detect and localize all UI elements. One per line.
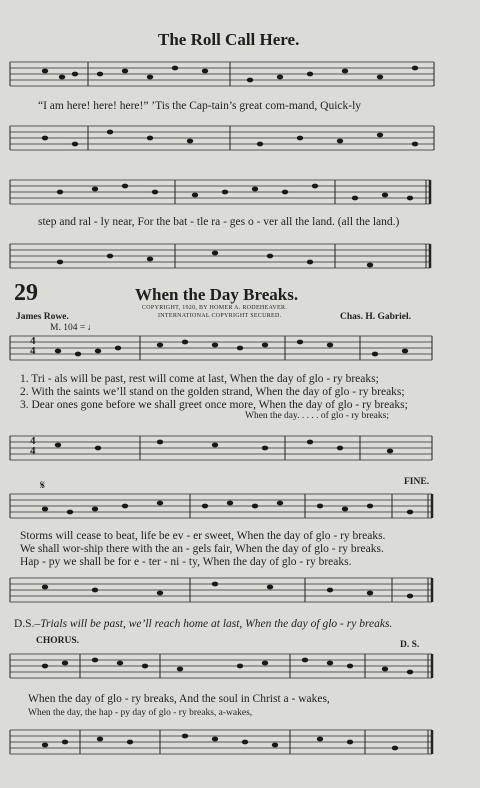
chorus-lyric-line-1: When the day of glo - ry breaks, And the soul in Christ a - wakes, [28, 693, 330, 705]
composer: Chas. H. Gabriel. [340, 312, 411, 322]
ds-marking: D. S. [400, 640, 420, 650]
tempo-marking: M. 104 = ♩ [50, 323, 98, 333]
time-signature-top: 4 [30, 335, 36, 347]
fine-marking: FINE. [404, 477, 430, 487]
staff-song1-bass-1 [0, 122, 480, 162]
refrain-verse-2: We shall wor-ship there with the an - gels fair, When the day of glo - ry breaks. [20, 543, 384, 555]
ds-label: D.S. [14, 618, 35, 630]
chorus-label: CHORUS. [36, 636, 80, 646]
staff-song2-treble-2 [0, 490, 480, 530]
bass-echo-text: When the day. . . . . of glo - ry breaks; [245, 411, 389, 421]
ds-text: –Trials will be past, we’ll reach home at last, When the day of glo - ry breaks. [34, 618, 393, 630]
staff-song1-treble-1 [0, 58, 480, 98]
staff-song2-bass-1 [0, 432, 480, 472]
song-title-roll-call: The Roll Call Here. [158, 30, 300, 49]
ds-instruction [14, 618, 392, 630]
staff-song2-chorus-treble [0, 650, 480, 690]
segno-sign: 𝄋 [40, 478, 46, 492]
refrain-verse-1: Storms will cease to beat, life be ev - er sweet, When the day of glo - ry breaks. [20, 530, 386, 542]
staff-song1-treble-2 [0, 176, 480, 216]
time-signature-bottom: 4 [30, 345, 36, 357]
hymn-number: 29 [14, 280, 38, 306]
bass-time-signature-top: 4 [30, 435, 36, 447]
staff-song2-chorus-bass [0, 726, 480, 766]
verse-1: 1. Tri - als will be past, rest will come at last, When the day of glo - ry breaks; [20, 373, 379, 385]
song1-lyric-line-2: step and ral - ly near, For the bat - tle ra - ges o - ver all the land. (all the land.) [38, 216, 400, 228]
chorus-lyric-line-2: When the day, the hap - py day of glo - ry breaks, a-wakes, [28, 708, 253, 718]
song-title-day-breaks: When the Day Breaks. [135, 285, 299, 304]
lyricist: James Rowe. [16, 312, 69, 322]
verse-2: 2. With the saints we’ll stand on the golden strand, When the day of glo - ry breaks; [20, 386, 405, 398]
staff-song1-bass-2 [0, 240, 480, 280]
song1-lyric-line-1: “I am here! here! here!” ’Tis the Cap-tain’s great com-mand, Quick-ly [38, 100, 362, 112]
staff-song2-bass-2 [0, 574, 480, 614]
verse-3: 3. Dear ones gone before we shall greet once more, When the day of glo - ry breaks; [20, 399, 408, 411]
staff-song2-treble-1 [0, 332, 480, 372]
copyright-line-2: INTERNATIONAL COPYRIGHT SECURED. [158, 313, 282, 319]
refrain-verse-3: Hap - py we shall be for e - ter - ni - ty, When the day of glo - ry breaks. [20, 556, 352, 568]
copyright-line-1: COPYRIGHT, 1920, BY HOMER A. RODEHEAVER. [142, 305, 288, 311]
bass-time-signature-bottom: 4 [30, 445, 36, 457]
